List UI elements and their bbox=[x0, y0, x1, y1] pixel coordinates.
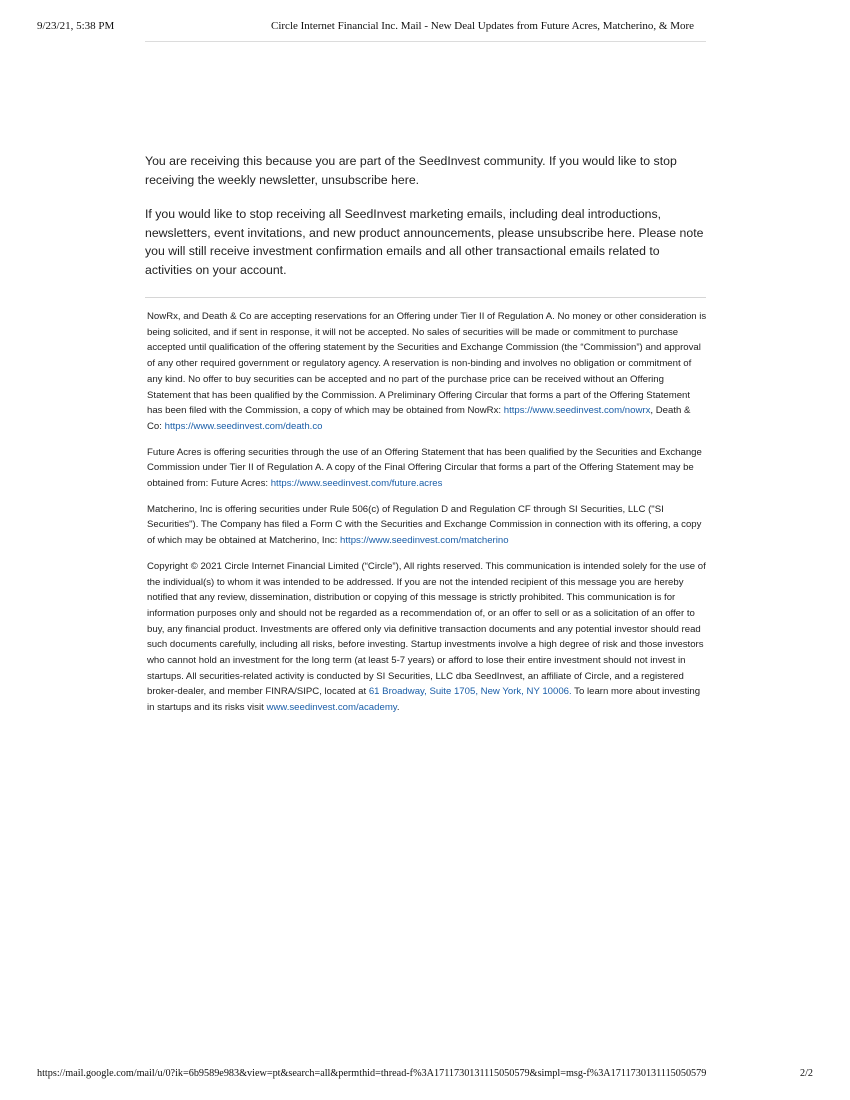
print-datetime: 9/23/21, 5:38 PM bbox=[37, 20, 115, 32]
print-header bbox=[37, 20, 813, 36]
copyright-mid: To learn more about investing in startups and its risks visit bbox=[147, 686, 701, 714]
matcherino-disclosure bbox=[147, 502, 707, 549]
subscription-notice bbox=[145, 152, 706, 296]
copyright-text: Copyright © 2021 Circle Internet Financial Limited (“Circle”), All rights reserved. This communication is intended solely for the use of the individual(s) to whom it was intended to be addressed. If you are not the intended recipient of this message you are hereby notified that any review, dissemination, distribution or copying of this message is strictly prohibited. This communication is for information purposes only and should not be regarded as a recommendation of, or an offer to sell or as a solicitation of an offer to buy, any financial product. Investments are offered only via definitive transaction documents and any potential investor should read such documents carefully, including all risks, before investing. Startup investments involve a high degree of risk and those investors who cannot hold an investment for the long term (at least 5-7 years) or afford to lose their entire investment should not invest in startups. All securities-related activity is conducted by SI Securities, LLC dba SeedInvest, an affiliate of Circle, and a registered broker-dealer, and member FINRA/SIPC, located at bbox=[147, 560, 706, 698]
matcherino-link[interactable]: https://www.seedinvest.com/matcherino bbox=[340, 535, 509, 547]
nowrx-link[interactable]: https://www.seedinvest.com/nowrx bbox=[503, 405, 651, 417]
header-divider bbox=[145, 41, 706, 42]
newsletter-notice: You are receiving this because you are part of the SeedInvest community. If you would like to stop receiving the weekly newsletter, unsubscribe here. bbox=[145, 154, 677, 187]
legal-disclosures bbox=[147, 309, 707, 726]
copyright-end: . bbox=[396, 702, 400, 714]
address-link[interactable]: 61 Broadway, Suite 1705, New York, NY 10006. bbox=[368, 686, 572, 698]
copyright-disclosure bbox=[147, 559, 707, 716]
print-footer bbox=[37, 1068, 813, 1084]
future-acres-disclosure bbox=[147, 445, 707, 492]
page-number: 2/2 bbox=[799, 1068, 813, 1079]
nowrx-disclosure-text: NowRx, and Death & Co are accepting reservations for an Offering under Tier II of Regulation A. No money or other consideration is being solicited, and if sent in response, it will not be accepted. No sales of securities will be made or commitment to purchase accepted until qualification of the offering statement by the Securities and Exchange Commission (the “Commission”) and approval of any other required government or regulatory agency. A reservation is non-binding and involves no obligation or commitment of any kind. No offer to buy securities can be accepted and no part of the purchase price can be received without an Offering Statement that has been qualified by the Commission. A Preliminary Offering Circular that forms a part of the Offering Statement has been filed with the Commission, a copy of which may be obtained from NowRx: bbox=[147, 311, 707, 417]
marketing-notice: If you would like to stop receiving all SeedInvest marketing emails, including deal introductions, newsletters, event invitations, and new product announcements, please unsubscribe here. Please note you will still receive investment confirmation emails and all other transactional emails related to activities on your account. bbox=[145, 207, 704, 277]
academy-link[interactable]: www.seedinvest.com/academy bbox=[266, 702, 397, 714]
death-co-link[interactable]: https://www.seedinvest.com/death.co bbox=[164, 420, 323, 432]
future-acres-link[interactable]: https://www.seedinvest.com/future.acres bbox=[270, 478, 443, 490]
nowrx-disclosure-mid: , Death & Co: bbox=[147, 405, 691, 432]
email-subject-title: Circle Internet Financial Inc. Mail - New Deal Updates from Future Acres, Matcherino, & More bbox=[271, 20, 695, 32]
future-acres-disclosure-text: Future Acres is offering securities through the use of an Offering Statement that has been qualified by the Securities and Exchange Commission under Tier II of Regulation A. A copy of the Final Offering Circular that forms a part of the Offering Statement may be obtained from: Future Acres: bbox=[147, 446, 702, 490]
nowrx-disclosure bbox=[147, 309, 707, 435]
print-url: https://mail.google.com/mail/u/0?ik=6b9589e983&view=pt&search=all&permthid=thread-f%3A1711730131115050579&simpl=msg-f%3A1711730131115050579 bbox=[37, 1068, 707, 1079]
section-divider bbox=[145, 297, 706, 298]
matcherino-disclosure-text: Matcherino, Inc is offering securities under Rule 506(c) of Regulation D and Regulation CF through SI Securities, LLC ("SI Securities"). The Company has filed a Form C with the Securities and Exchange Commission in connection with its offering, a copy of which may be obtained at Matcherino, Inc: bbox=[147, 503, 702, 547]
